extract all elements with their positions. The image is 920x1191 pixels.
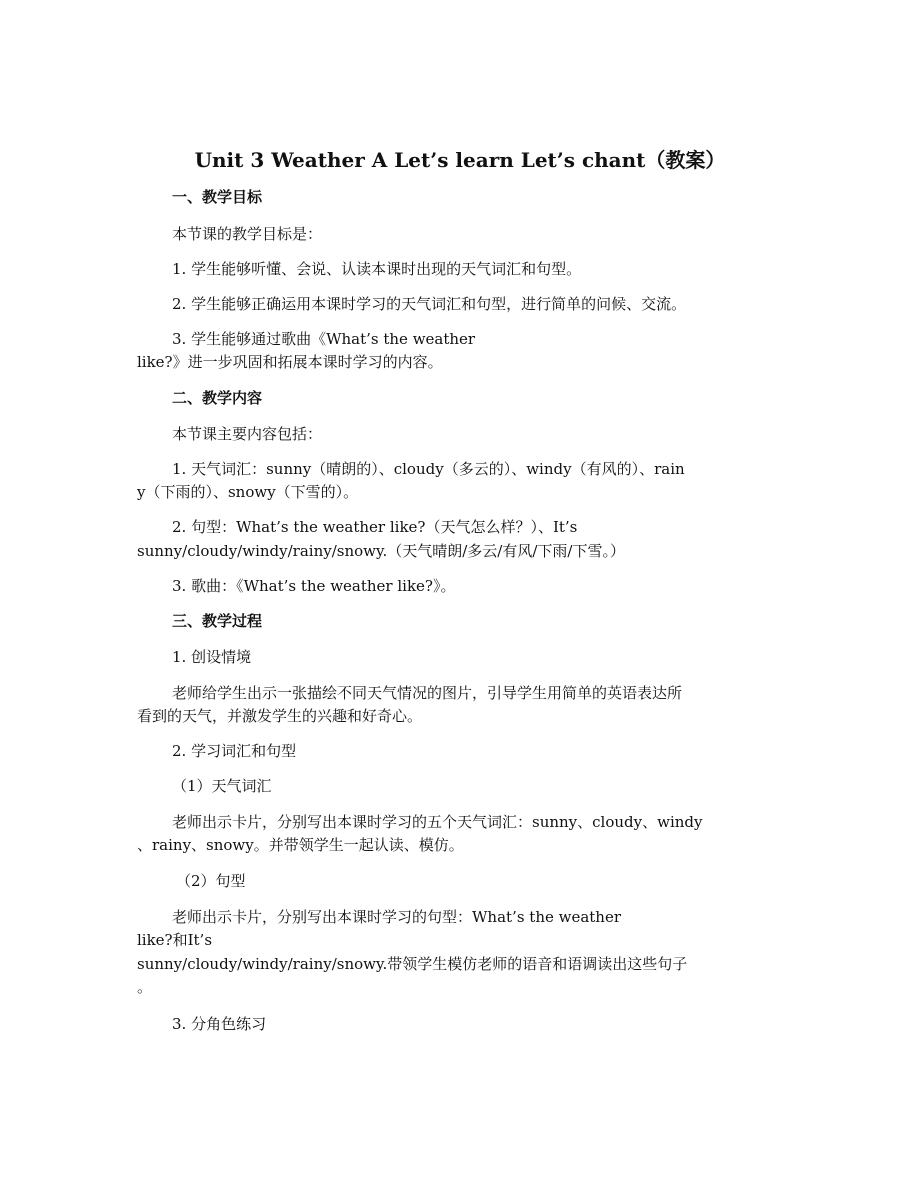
list-item-continuation: y（下雨的）、snowy（下雪的）。 [137, 483, 359, 501]
paragraph-continuation: 、rainy、snowy。并带领学生一起认读、模仿。 [137, 836, 464, 854]
sub-heading: （1）天气词汇 [172, 777, 272, 795]
step-heading: 1. 创设情境 [172, 648, 252, 666]
list-item-continuation: like?》进一步巩固和拓展本课时学习的内容。 [137, 353, 443, 371]
paragraph: 本节课的教学目标是： [172, 225, 323, 243]
section-heading-content: 二、教学内容 [172, 389, 263, 407]
paragraph-continuation: like?和It’s [137, 931, 213, 949]
paragraph: 老师出示卡片，分别写出本课时学习的五个天气词汇：sunny、cloudy、windy [172, 813, 703, 831]
paragraph: 老师给学生出示一张描绘不同天气情况的图片，引导学生用简单的英语表达所 [172, 684, 683, 702]
paragraph-continuation: 。 [137, 978, 153, 996]
list-item: 1. 天气词汇：sunny（晴朗的）、cloudy（多云的）、windy（有风的）、rain [172, 460, 685, 478]
document-title: Unit 3 Weather A Let’s learn Let’s chant（教案） [194, 148, 726, 172]
paragraph-continuation: 看到的天气，并激发学生的兴趣和好奇心。 [137, 707, 423, 725]
paragraph-continuation: sunny/cloudy/windy/rainy/snowy.带领学生模仿老师的语音和语调读出这些句子 [137, 955, 688, 973]
section-heading-objectives: 一、教学目标 [172, 188, 263, 206]
sub-heading: （2）句型 [176, 872, 246, 890]
paragraph: 老师出示卡片，分别写出本课时学习的句型：What’s the weather [172, 908, 622, 926]
paragraph: 本节课主要内容包括： [172, 425, 323, 443]
list-item: 2. 学生能够正确运用本课时学习的天气词汇和句型，进行简单的问候、交流。 [172, 295, 687, 313]
list-item: 3. 学生能够通过歌曲《What’s the weather [172, 330, 476, 348]
section-heading-process: 三、教学过程 [172, 612, 263, 630]
step-heading: 2. 学习词汇和句型 [172, 742, 297, 760]
list-item-continuation: sunny/cloudy/windy/rainy/snowy.（天气晴朗/多云/有风/下雨/下雪。） [137, 542, 625, 560]
list-item: 1. 学生能够听懂、会说、认读本课时出现的天气词汇和句型。 [172, 260, 582, 278]
list-item: 2. 句型：What’s the weather like?（天气怎么样？）、It’s [172, 518, 578, 536]
list-item: 3. 歌曲：《What’s the weather like?》。 [172, 577, 456, 595]
step-heading: 3. 分角色练习 [172, 1015, 267, 1033]
